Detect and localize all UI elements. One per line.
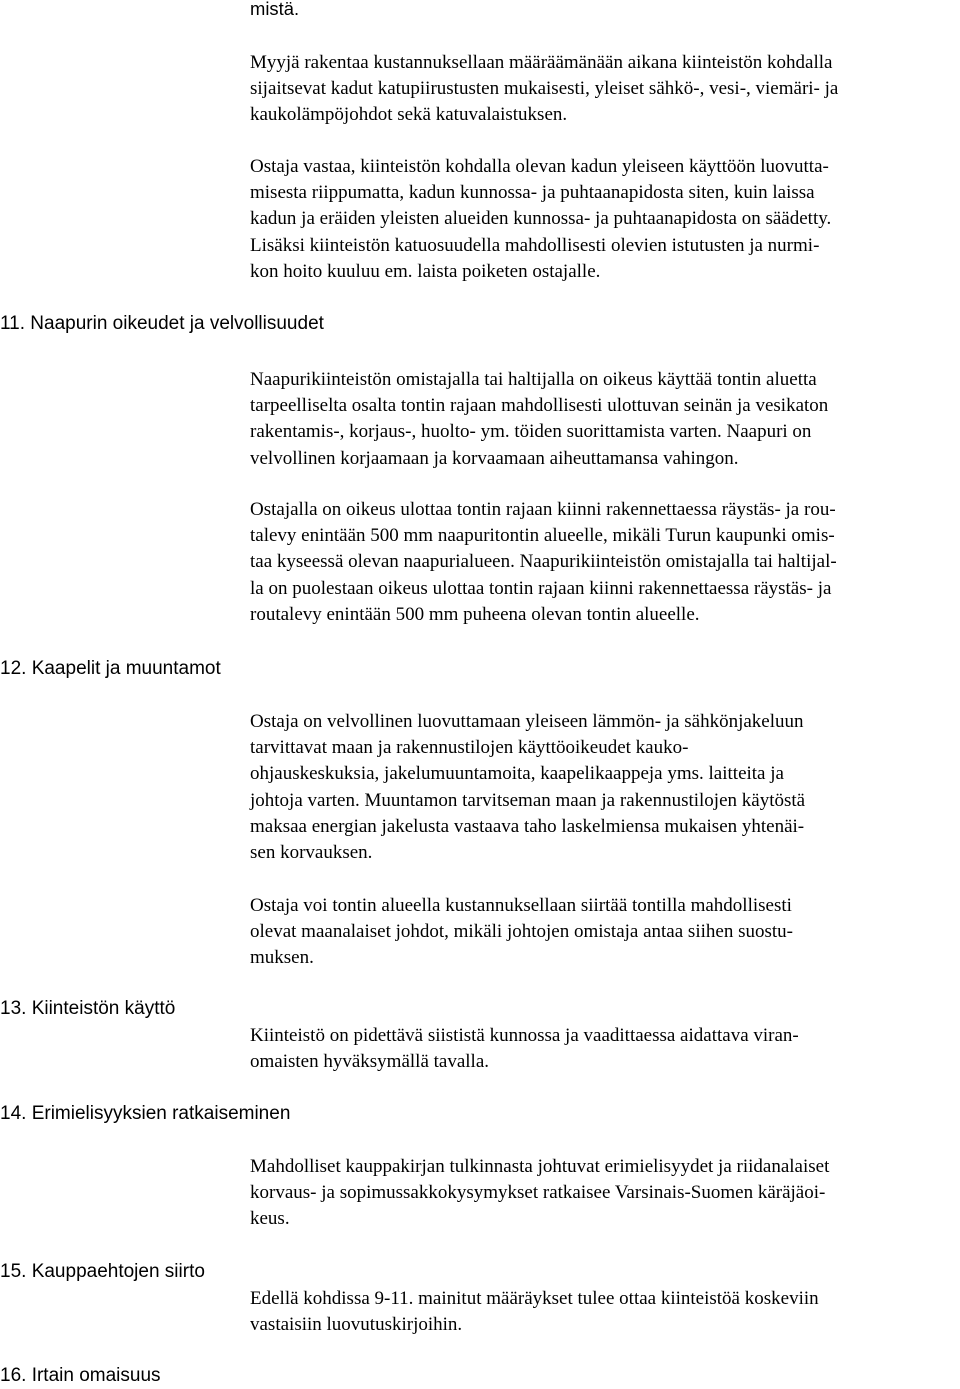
text-line: Myyjä rakentaa kustannuksellaan määräämänään aikana kiinteistön kohdalla [250, 52, 833, 73]
text-line: velvollinen korjaamaan ja korvaamaan aiheuttamansa vahingon. [250, 447, 739, 469]
text-line: Naapurikiinteistön omistajalla tai haltijalla on oikeus käyttää tontin aluetta [250, 369, 817, 390]
text-line: olevat maanalaiset johdot, mikäli johtojen omistaja antaa siihen suostu- [250, 921, 793, 943]
text-line: kaukolämpöjohdot sekä katuvalaistuksen. [250, 104, 568, 126]
paragraph-terms-transfer [250, 1286, 960, 1338]
text-line: sijaitsevat kadut katupiirustusten mukaisesti, yleiset sähkö-, vesi-, viemäri- ja [250, 78, 839, 100]
text-line: omaisten hyväksymällä tavalla. [250, 1051, 490, 1073]
text-line: Ostajalla on oikeus ulottaa tontin rajaan kiinni rakennettaessa räystäs- ja rou- [250, 499, 836, 520]
text-line: kon hoito kuuluu em. laista poiketen ostajalle. [250, 260, 601, 282]
text-line: muksen. [250, 947, 314, 969]
text-line: korvaus- ja sopimussakkokysymykset ratkaisee Varsinais-Suomen käräjäoi- [250, 1182, 826, 1204]
paragraph-property-upkeep [250, 1023, 960, 1075]
text-line: tarvittavat maan ja rakennustilojen käyttöoikeudet kauko- [250, 737, 689, 759]
text-line: mistä. [250, 0, 300, 19]
paragraph-street-construction [250, 50, 960, 129]
text-line: misesta riippumatta, kadun kunnossa- ja puhtaanapidosta siten, kuin laissa [250, 182, 815, 204]
text-line: rakentamis-, korjaus-, huolto- ym. töiden suorittamista varten. Naapuri on [250, 421, 812, 443]
text-line: la on puolestaan oikeus ulottaa tontin rajaan kiinni rakennettaessa räystäs- ja [250, 577, 832, 599]
text-line: taa kyseessä olevan naapurialueen. Naapurikiinteistön omistajalla tai haltijal- [250, 551, 837, 573]
paragraph-cable-relocation [250, 893, 960, 972]
text-line: Kiinteistö on pidettävä siististä kunnossa ja vaadittaessa aidattava viran- [250, 1025, 799, 1046]
text-line: routalevy enintään 500 mm puheena olevan tontin alueelle. [250, 603, 700, 625]
text-line: maksaa energian jakelusta vastaava taho laskelmiensa mukaisen yhtenäi- [250, 815, 805, 837]
section-heading-property-use: 13. Kiinteistön käyttö [0, 998, 176, 1019]
text-line: Ostaja voi tontin alueella kustannuksellaan siirtää tontilla mahdollisesti [250, 895, 792, 916]
section-heading-dispute-resolution: 14. Erimielisyyksien ratkaiseminen [0, 1103, 291, 1124]
text-line: talevy enintään 500 mm naapuritontin alueelle, mikäli Turun kaupunki omis- [250, 525, 835, 547]
paragraph-neighbour-access [250, 367, 960, 472]
text-line: Lisäksi kiinteistön katuosuudella mahdollisesti olevien istutusten ja nurmi- [250, 234, 820, 256]
paragraph-street-maintenance [250, 154, 960, 285]
text-line: Ostaja vastaa, kiinteistön kohdalla olevan kadun yleiseen käyttöön luovutta- [250, 156, 829, 177]
continued-text-fragment [250, 0, 960, 22]
text-line: sen korvauksen. [250, 842, 373, 864]
section-heading-movable-property: 16. Irtain omaisuus [0, 1365, 161, 1386]
text-line: vastaisiin luovutuskirjoihin. [250, 1314, 463, 1336]
text-line: Mahdolliset kauppakirjan tulkinnasta johtuvat erimielisyydet ja riidanalaiset [250, 1156, 830, 1177]
text-line: keus. [250, 1208, 290, 1230]
text-line: Ostaja on velvollinen luovuttamaan yleiseen lämmön- ja sähkönjakeluun [250, 711, 804, 732]
section-heading-terms-transfer: 15. Kauppaehtojen siirto [0, 1261, 205, 1282]
paragraph-dispute-court [250, 1154, 960, 1233]
text-line: johtoja varten. Muuntamon tarvitseman maan ja rakennustilojen käytöstä [250, 789, 806, 811]
section-heading-neighbour-rights: 11. Naapurin oikeudet ja velvollisuudet [0, 313, 324, 334]
text-line: Edellä kohdissa 9-11. mainitut määräykset tulee ottaa kiinteistöä koskeviin [250, 1288, 819, 1309]
section-heading-cables-transformers: 12. Kaapelit ja muuntamot [0, 658, 221, 679]
text-line: ohjauskeskuksia, jakelumuuntamoita, kaapelikaappeja yms. laitteita ja [250, 763, 784, 785]
text-line: kadun ja eräiden yleisten alueiden kunnossa- ja puhtaanapidosta on säädetty. [250, 208, 832, 230]
paragraph-utility-rights [250, 709, 960, 866]
text-line: tarpeelliselta osalta tontin rajaan mahdollisesti ulottuvan seinän ja vesikaton [250, 395, 829, 417]
paragraph-eaves-extension [250, 497, 960, 628]
